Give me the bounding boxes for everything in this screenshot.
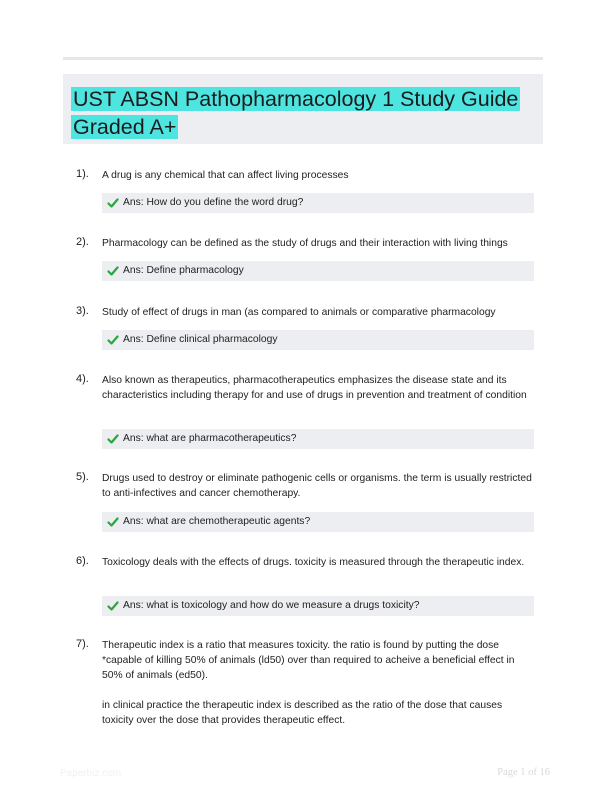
answer-text: Ans: what are pharmacotherapeutics? <box>123 433 297 444</box>
question-number: 2). <box>76 236 89 248</box>
answer-box <box>102 193 534 213</box>
check-icon <box>107 334 119 346</box>
page-title: UST ABSN Pathopharmacology 1 Study Guide Graded A+ <box>73 87 519 139</box>
question-number: 4). <box>76 373 89 385</box>
check-icon <box>107 265 119 277</box>
top-divider <box>63 57 543 60</box>
check-icon <box>107 197 119 209</box>
answer-box <box>102 429 534 449</box>
question-text <box>102 373 534 403</box>
page-number: Page 1 of 16 <box>497 767 550 778</box>
question-number: 3). <box>76 305 89 317</box>
answer-box <box>102 512 534 532</box>
question-paragraph: Therapeutic index is a ratio that measures toxicity. the ratio is found by putting the dose *capable of killing 50% of animals (ld50) over than required to acheive a beneficial effect in 50% of animals (ed50). <box>102 640 515 681</box>
answer-text: Ans: what is toxicology and how do we measure a drugs toxicity? <box>123 600 420 611</box>
answer-text: Ans: Define clinical pharmacology <box>123 334 278 345</box>
check-icon <box>107 433 119 445</box>
question-paragraph: Also known as therapeutics, pharmacotherapeutics emphasizes the disease state and its characteristics including therapy for and use of drugs in prevention and treatment of condition <box>102 375 527 401</box>
answer-box <box>102 596 534 616</box>
question-text <box>102 236 534 251</box>
answer-text: Ans: what are chemotherapeutic agents? <box>123 516 311 527</box>
question-paragraph: Drugs used to destroy or eliminate pathogenic cells or organisms. the term is usually restricted to anti-infectives and cancer chemotherapy. <box>102 473 532 499</box>
question-number: 7). <box>76 638 89 650</box>
question-number: 5). <box>76 471 89 483</box>
check-icon <box>107 600 119 612</box>
question-paragraph: Toxicology deals with the effects of drugs. toxicity is measured through the therapeutic index. <box>102 557 525 568</box>
title-banner <box>63 74 543 144</box>
question-paragraph: Pharmacology can be defined as the study of drugs and their interaction with living things <box>102 238 508 249</box>
question-text <box>102 168 534 183</box>
answer-box <box>102 330 534 350</box>
answer-text: Ans: How do you define the word drug? <box>123 197 304 208</box>
question-paragraph: Study of effect of drugs in man (as compared to animals or comparative pharmacology <box>102 307 496 318</box>
question-paragraph: A drug is any chemical that can affect living processes <box>102 170 349 181</box>
check-icon <box>107 516 119 528</box>
answer-box <box>102 261 534 281</box>
question-text <box>102 555 534 570</box>
question-number: 1). <box>76 168 89 180</box>
question-paragraph: in clinical practice the therapeutic index is described as the ratio of the dose that causes toxicity over the dose that provides therapeutic effect. <box>102 700 503 726</box>
question-text <box>102 305 534 320</box>
question-text <box>102 471 534 501</box>
question-text <box>102 638 534 728</box>
answer-text: Ans: Define pharmacology <box>123 265 244 276</box>
question-number: 6). <box>76 555 89 567</box>
footer-site: Paperbiz.com <box>60 768 122 779</box>
